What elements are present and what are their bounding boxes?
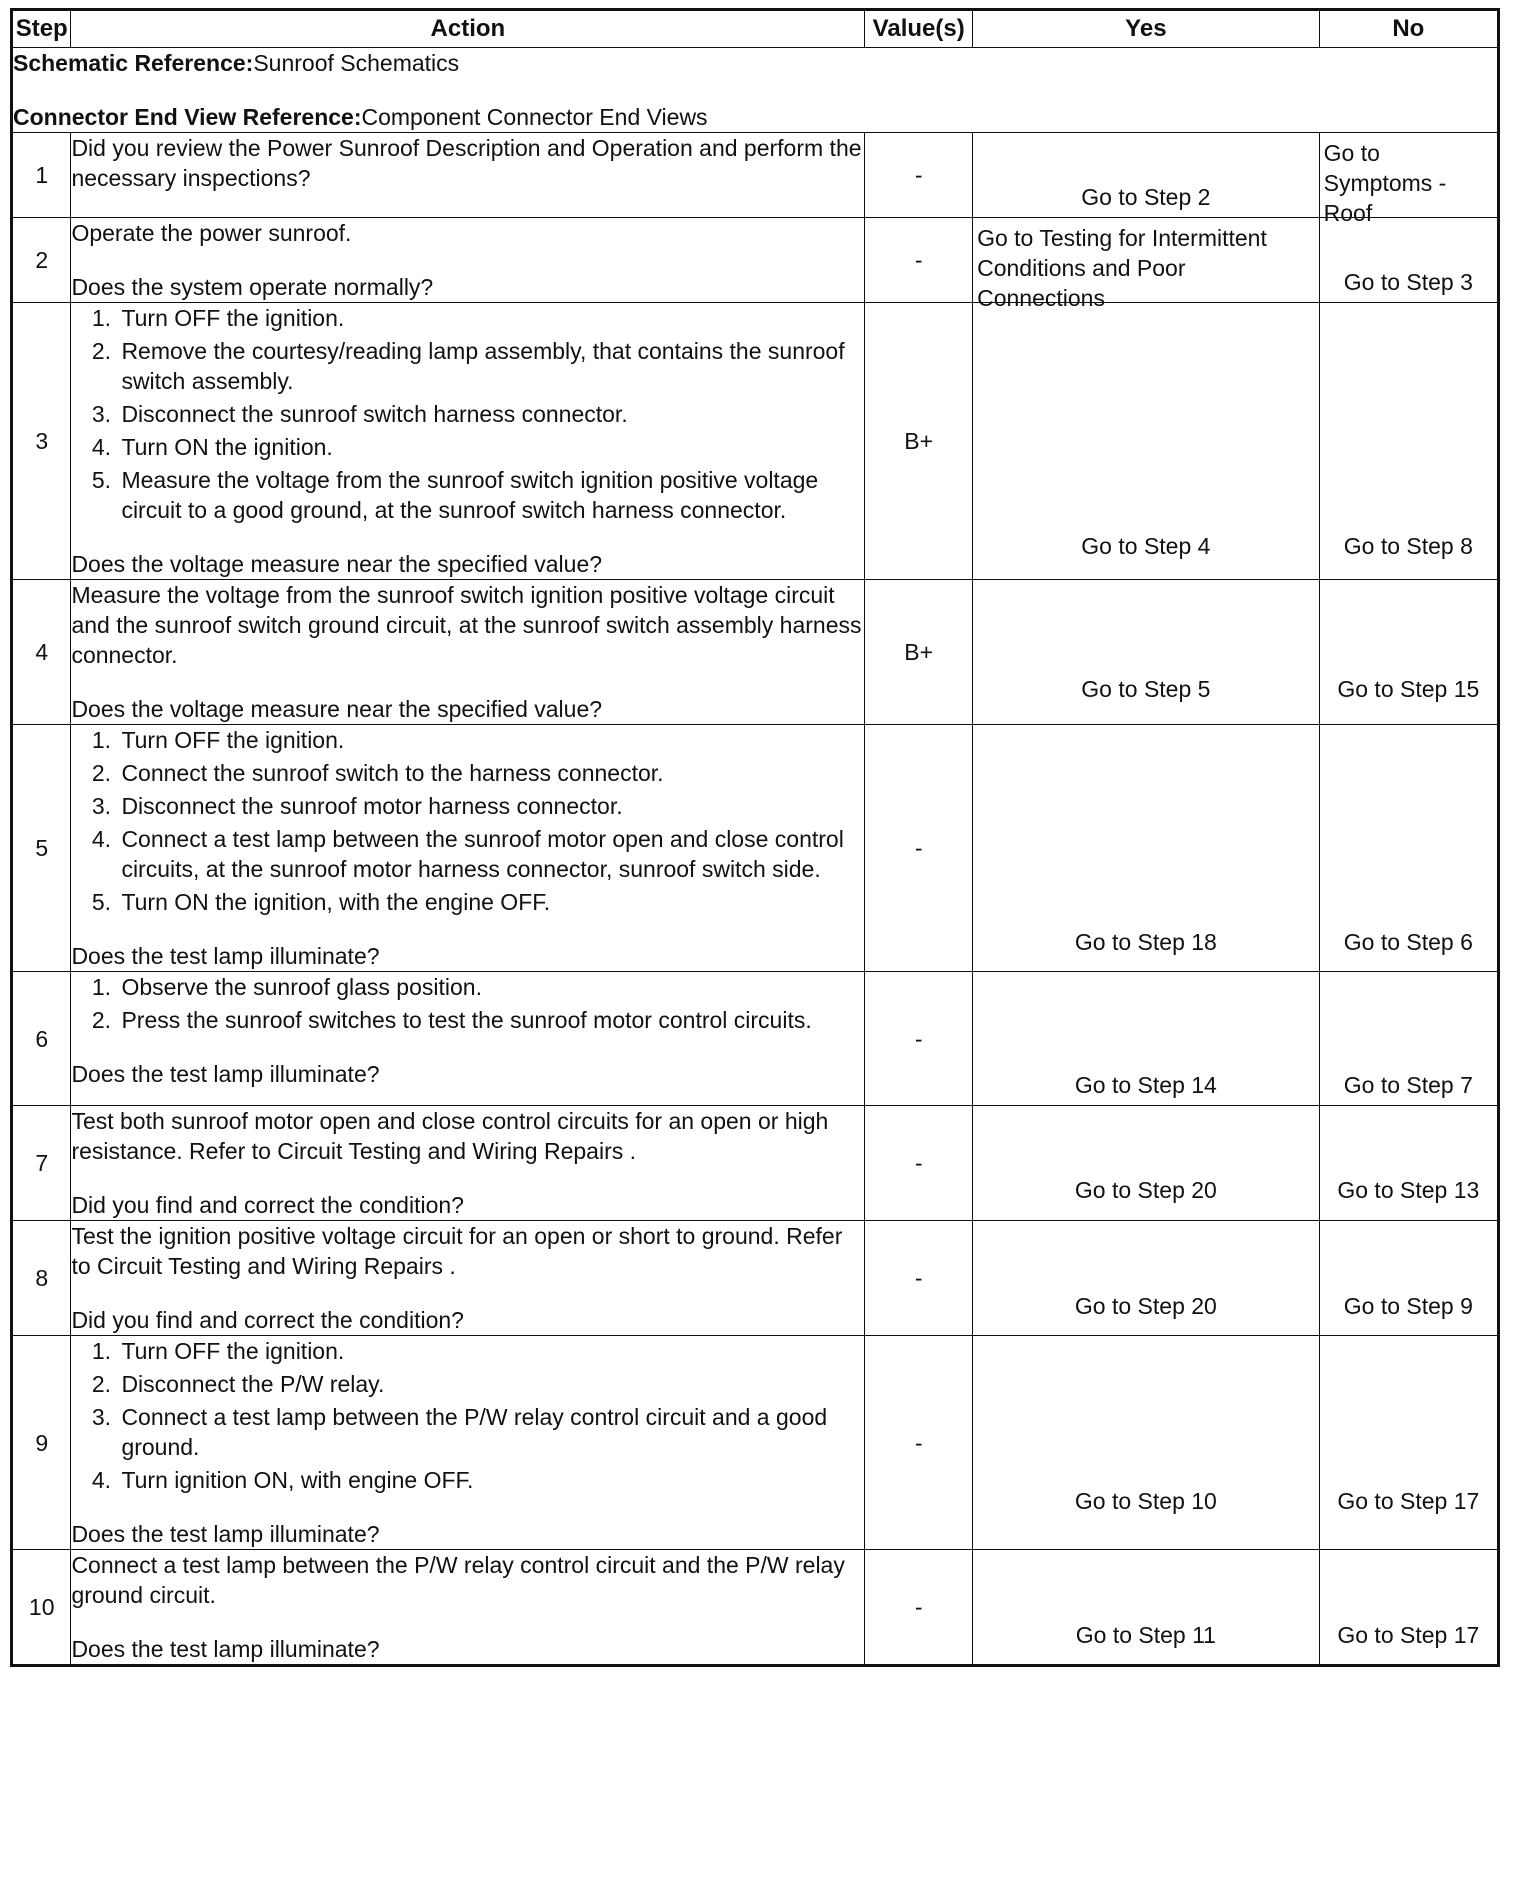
yes-cell bbox=[973, 580, 1320, 725]
step-number: 6 bbox=[12, 972, 71, 1106]
action-question: Does the voltage measure near the specified value? bbox=[71, 696, 603, 722]
yes-link[interactable]: Go to Step 11 bbox=[1075, 1622, 1216, 1648]
step-number: 5 bbox=[12, 725, 71, 972]
yes-link[interactable]: Go to Step 18 bbox=[1074, 929, 1217, 955]
value-cell: - bbox=[865, 1550, 973, 1666]
yes-link[interactable]: Go to Testing for Intermittent Conditions and Poor Connections bbox=[977, 225, 1267, 311]
no-cell-box bbox=[1320, 1221, 1497, 1325]
header-action: Action bbox=[71, 10, 865, 48]
table-row bbox=[12, 218, 1499, 303]
no-cell bbox=[1319, 580, 1498, 725]
no-cell bbox=[1319, 725, 1498, 972]
action-question: Does the voltage measure near the specified value? bbox=[71, 551, 603, 577]
schematic-reference-link[interactable]: Sunroof Schematics bbox=[253, 50, 460, 76]
action-question: Does the test lamp illuminate? bbox=[71, 1521, 380, 1547]
action-question: Does the test lamp illuminate? bbox=[71, 1061, 380, 1087]
yes-link[interactable]: Go to Step 2 bbox=[1081, 184, 1211, 210]
table-row bbox=[12, 1221, 1499, 1336]
table-row bbox=[12, 303, 1499, 580]
step-number: 9 bbox=[12, 1336, 71, 1550]
action-text: Measure the voltage from the sunroof switch ignition positive voltage circuit and the sunroof switch ground circuit, at the sunroof switch assembly harness connector. bbox=[71, 582, 862, 668]
action-steps-list bbox=[71, 1336, 864, 1495]
step-number: 3 bbox=[12, 303, 71, 580]
table-row bbox=[12, 1336, 1499, 1550]
action-intro bbox=[71, 1550, 864, 1610]
yes-cell bbox=[973, 1106, 1320, 1221]
no-cell-box bbox=[1320, 580, 1497, 708]
no-cell bbox=[1319, 972, 1498, 1106]
action-cell bbox=[71, 218, 865, 303]
yes-cell-box bbox=[973, 303, 1319, 565]
action-cell bbox=[71, 580, 865, 725]
no-cell bbox=[1319, 133, 1498, 226]
action-text: Test both sunroof motor open and close control circuits for an open or high resistance. Refer to Circuit Testing and Wiring Repairs . bbox=[71, 1108, 829, 1164]
no-cell bbox=[1319, 1336, 1498, 1550]
yes-cell bbox=[973, 303, 1320, 580]
action-cell bbox=[71, 725, 865, 972]
action-question: Does the test lamp illuminate? bbox=[71, 943, 380, 969]
no-cell-box bbox=[1320, 218, 1497, 301]
yes-cell bbox=[973, 972, 1320, 1106]
action-cell bbox=[71, 1336, 865, 1550]
yes-cell-box bbox=[973, 1550, 1319, 1654]
header-yes: Yes bbox=[973, 10, 1320, 48]
yes-link[interactable]: Go to Step 10 bbox=[1074, 1488, 1217, 1514]
action-step-item: 2. Remove the courtesy/reading lamp assembly, that contains the sunroof switch assembly. bbox=[117, 336, 864, 396]
yes-link[interactable]: Go to Step 14 bbox=[1074, 1072, 1217, 1098]
yes-cell-box bbox=[973, 580, 1319, 708]
action-intro bbox=[71, 1106, 864, 1166]
yes-cell-box bbox=[973, 1336, 1319, 1520]
yes-link[interactable]: Go to Step 20 bbox=[1074, 1293, 1217, 1319]
reference-cell bbox=[12, 48, 1499, 133]
action-question: Does the system operate normally? bbox=[71, 274, 434, 300]
action-step-item: 3. Disconnect the sunroof motor harness connector. bbox=[117, 791, 864, 821]
yes-link[interactable]: Go to Step 20 bbox=[1074, 1177, 1217, 1203]
table-row bbox=[12, 1106, 1499, 1221]
action-step-item: 2. Disconnect the P/W relay. bbox=[117, 1369, 864, 1399]
table-row bbox=[12, 133, 1499, 218]
action-text: Test the ignition positive voltage circuit for an open or short to ground. Refer to Circuit Testing and Wiring Repairs . bbox=[71, 1223, 843, 1279]
yes-cell bbox=[973, 218, 1320, 311]
value-cell: B+ bbox=[865, 303, 973, 580]
value-cell: - bbox=[865, 1106, 973, 1221]
yes-cell-box bbox=[973, 972, 1319, 1104]
action-intro bbox=[71, 1221, 864, 1281]
no-cell bbox=[1319, 1550, 1498, 1666]
step-number: 2 bbox=[12, 218, 71, 303]
action-step-item: 4. Connect a test lamp between the sunroof motor open and close control circuits, at the sunroof motor harness connector, sunroof switch side. bbox=[117, 824, 864, 884]
no-cell-box bbox=[1320, 303, 1497, 565]
value-cell: - bbox=[865, 133, 973, 218]
no-cell-box bbox=[1320, 1106, 1497, 1209]
no-cell bbox=[1319, 1221, 1498, 1336]
value-cell: - bbox=[865, 972, 973, 1106]
action-steps-list bbox=[71, 725, 864, 917]
yes-cell-box bbox=[973, 218, 1319, 311]
action-steps-list bbox=[71, 303, 864, 525]
step-number: 1 bbox=[12, 133, 71, 218]
header-values: Value(s) bbox=[865, 10, 973, 48]
no-cell-box bbox=[1320, 972, 1497, 1104]
step-number: 8 bbox=[12, 1221, 71, 1336]
schematic-reference-label: Schematic Reference: bbox=[13, 50, 254, 76]
no-link[interactable]: Go to Step 15 bbox=[1337, 676, 1480, 702]
action-question: Does the test lamp illuminate? bbox=[71, 1636, 380, 1662]
action-text: Operate the power sunroof. bbox=[71, 220, 352, 246]
value-cell: - bbox=[865, 1221, 973, 1336]
yes-cell bbox=[973, 1221, 1320, 1336]
value-cell: - bbox=[865, 1336, 973, 1550]
action-cell bbox=[71, 972, 865, 1106]
yes-cell bbox=[973, 1550, 1320, 1666]
no-link[interactable]: Go to Step 7 bbox=[1343, 1072, 1473, 1098]
no-cell bbox=[1319, 218, 1498, 303]
yes-cell bbox=[973, 725, 1320, 972]
action-intro bbox=[71, 133, 864, 193]
action-step-item: 3. Connect a test lamp between the P/W relay control circuit and a good ground. bbox=[117, 1402, 864, 1462]
action-cell bbox=[71, 1550, 865, 1666]
no-cell-box bbox=[1320, 133, 1497, 226]
action-question: Did you find and correct the condition? bbox=[71, 1307, 464, 1333]
no-cell-box bbox=[1320, 725, 1497, 961]
no-link[interactable]: Go to Step 9 bbox=[1343, 1293, 1473, 1319]
no-cell-box bbox=[1320, 1336, 1497, 1520]
step-number: 7 bbox=[12, 1106, 71, 1221]
action-intro bbox=[71, 580, 864, 670]
no-link[interactable]: Go to Step 8 bbox=[1343, 533, 1473, 559]
yes-cell-box bbox=[973, 725, 1319, 961]
yes-cell-box bbox=[973, 1221, 1319, 1325]
value-cell: B+ bbox=[865, 580, 973, 725]
yes-link[interactable]: Go to Step 5 bbox=[1081, 676, 1211, 702]
table-row bbox=[12, 725, 1499, 972]
action-cell bbox=[71, 303, 865, 580]
diagnostic-table bbox=[10, 8, 1500, 1667]
reference-row bbox=[12, 48, 1499, 133]
value-cell: - bbox=[865, 218, 973, 303]
action-text: Did you review the Power Sunroof Description and Operation and perform the necessary inspections? bbox=[71, 135, 862, 191]
action-intro bbox=[71, 218, 864, 248]
action-step-item: 1. Turn OFF the ignition. bbox=[117, 303, 864, 333]
action-text: Connect a test lamp between the P/W relay control circuit and the P/W relay ground circuit. bbox=[71, 1552, 845, 1608]
yes-cell-box bbox=[973, 133, 1319, 216]
no-link[interactable]: Go to Step 13 bbox=[1337, 1177, 1480, 1203]
connector-reference-label: Connector End View Reference: bbox=[13, 104, 362, 130]
header-no: No bbox=[1319, 10, 1498, 48]
header-step: Step bbox=[12, 10, 71, 48]
action-step-item: 2. Press the sunroof switches to test the sunroof motor control circuits. bbox=[117, 1005, 864, 1035]
no-link[interactable]: Go to Step 3 bbox=[1343, 269, 1473, 295]
action-step-item: 4. Turn ignition ON, with engine OFF. bbox=[117, 1465, 864, 1495]
connector-reference bbox=[13, 102, 1497, 132]
yes-cell bbox=[973, 133, 1320, 218]
table-row bbox=[12, 1550, 1499, 1666]
action-cell bbox=[71, 1221, 865, 1336]
action-step-item: 5. Turn ON the ignition, with the engine OFF. bbox=[117, 887, 864, 917]
action-step-item: 1. Turn OFF the ignition. bbox=[117, 725, 864, 755]
action-cell bbox=[71, 1106, 865, 1221]
action-step-item: 4. Turn ON the ignition. bbox=[117, 432, 864, 462]
action-steps-list bbox=[71, 972, 864, 1035]
yes-cell-box bbox=[973, 1106, 1319, 1209]
connector-reference-link[interactable]: Component Connector End Views bbox=[361, 104, 708, 130]
yes-link[interactable]: Go to Step 4 bbox=[1081, 533, 1211, 559]
yes-cell bbox=[973, 1336, 1320, 1550]
table-row bbox=[12, 972, 1499, 1106]
no-cell-box bbox=[1320, 1550, 1497, 1654]
action-step-item: 5. Measure the voltage from the sunroof switch ignition positive voltage circuit to a good ground, at the sunroof switch harness connector. bbox=[117, 465, 864, 525]
no-cell bbox=[1319, 1106, 1498, 1221]
action-step-item: 1. Observe the sunroof glass position. bbox=[117, 972, 864, 1002]
action-cell bbox=[71, 133, 865, 218]
no-link[interactable]: Go to Step 6 bbox=[1343, 929, 1473, 955]
step-number: 10 bbox=[12, 1550, 71, 1666]
action-question: Did you find and correct the condition? bbox=[71, 1192, 464, 1218]
no-link[interactable]: Go to Step 17 bbox=[1337, 1622, 1480, 1648]
header-row bbox=[12, 10, 1499, 48]
no-link[interactable]: Go to Symptoms - Roof bbox=[1323, 140, 1447, 226]
value-cell: - bbox=[865, 725, 973, 972]
no-cell bbox=[1319, 303, 1498, 580]
action-step-item: 2. Connect the sunroof switch to the harness connector. bbox=[117, 758, 864, 788]
schematic-reference bbox=[13, 48, 1497, 78]
action-step-item: 3. Disconnect the sunroof switch harness connector. bbox=[117, 399, 864, 429]
step-number: 4 bbox=[12, 580, 71, 725]
action-step-item: 1. Turn OFF the ignition. bbox=[117, 1336, 864, 1366]
table-row bbox=[12, 580, 1499, 725]
no-link[interactable]: Go to Step 17 bbox=[1337, 1488, 1480, 1514]
